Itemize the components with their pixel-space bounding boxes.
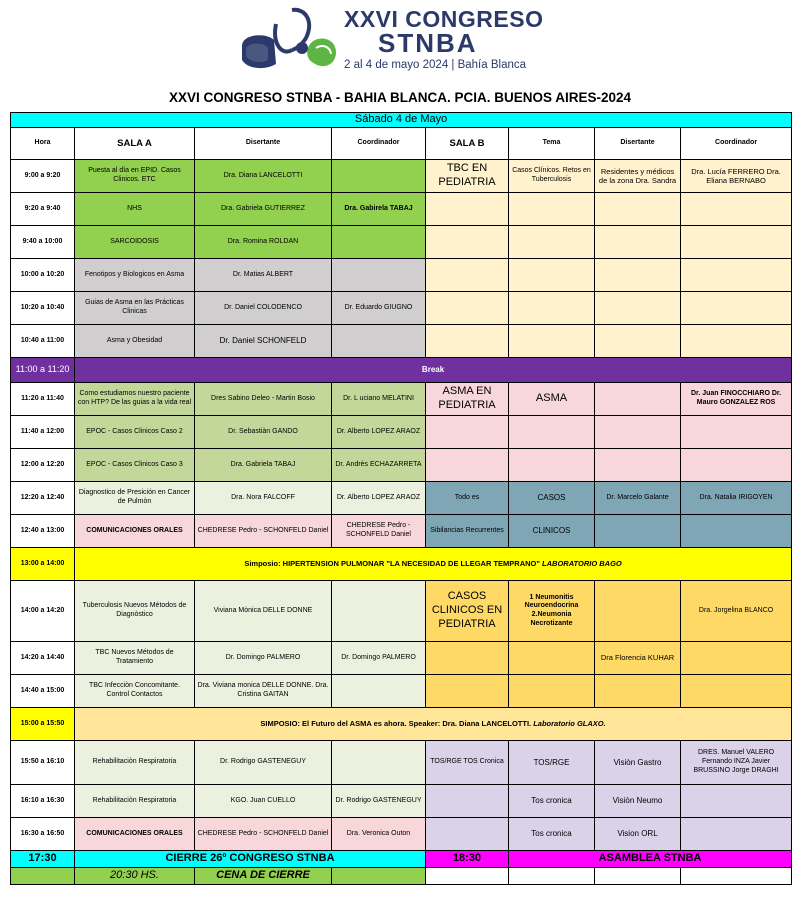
row-time: 16:30 a 16:50: [11, 818, 75, 851]
col-disertante-b: Disertante: [595, 128, 681, 160]
sala-b-speaker: [595, 325, 681, 358]
sala-b-topic: [426, 416, 509, 449]
sala-a-speaker: Dra. Viviana monica DELLE DONNE. Dra. Cristina GAITAN: [195, 675, 332, 708]
sala-b-coordinator: Dra. Lucía FERRERO Dra. Eliana BERNABO: [681, 160, 792, 193]
sala-a-speaker: Dr. Matias ALBERT: [195, 259, 332, 292]
sala-a-coordinator: Dr. Domingo PALMERO: [332, 642, 426, 675]
col-sala-b: SALA B: [426, 128, 509, 160]
sala-a-coordinator: Dra. Veronica Outon: [332, 818, 426, 851]
sala-a-topic: Puesta al día en EPID. Casos Clinicos. ETC: [75, 160, 195, 193]
sala-a-speaker: Dr. Domingo PALMERO: [195, 642, 332, 675]
sala-a-topic: TBC Infecciòn Concomitante. Control Contactos: [75, 675, 195, 708]
table-row: [11, 383, 792, 416]
stethoscope-lungs-icon: [236, 4, 341, 76]
table-row: [11, 292, 792, 325]
sala-a-topic: TBC Nuevos Métodos de Tratamiento: [75, 642, 195, 675]
sala-a-speaker: Dra. Diana LANCELOTTI: [195, 160, 332, 193]
sala-a-topic: Asma y Obesidad: [75, 325, 195, 358]
sala-b-topic: Sibilancias Recurrentes: [426, 515, 509, 548]
col-disertante-a: Disertante: [195, 128, 332, 160]
assembly-label: ASAMBLEA STNBA: [509, 851, 792, 868]
row-time: 12:00 a 12:20: [11, 449, 75, 482]
sala-a-coordinator: Dr. Eduardo GIUGNO: [332, 292, 426, 325]
sala-b-tema: [509, 449, 595, 482]
sala-b-speaker: [595, 581, 681, 642]
congress-logo: [236, 4, 566, 76]
sala-a-coordinator: [332, 160, 426, 193]
sala-a-topic: Fenotipos y Biologicos en Asma: [75, 259, 195, 292]
empty-cell: [595, 868, 681, 885]
sala-b-coordinator: [681, 416, 792, 449]
row-time: 12:20 a 12:40: [11, 482, 75, 515]
sala-a-coordinator: Dr. L uciano MELATINI: [332, 383, 426, 416]
empty-cell: [681, 868, 792, 885]
sala-b-tema: [509, 193, 595, 226]
sala-b-coordinator: Dra. Natalia IRIGOYEN: [681, 482, 792, 515]
dinner-empty: [332, 868, 426, 885]
table-row: [11, 818, 792, 851]
sala-a-coordinator: Dr. Andrès ECHAZARRETA: [332, 449, 426, 482]
sala-b-tema: [509, 325, 595, 358]
sala-b-coordinator: [681, 785, 792, 818]
row-time: 14:00 a 14:20: [11, 581, 75, 642]
sala-b-speaker: [595, 226, 681, 259]
sala-b-coordinator: [681, 818, 792, 851]
table-row: [11, 160, 792, 193]
sala-b-tema: [509, 642, 595, 675]
row-time: 10:40 a 11:00: [11, 325, 75, 358]
sala-b-topic: Todo es: [426, 482, 509, 515]
symposium-title: [75, 548, 792, 581]
table-row: [11, 259, 792, 292]
row-time: 15:00 a 15:50: [11, 708, 75, 741]
sala-b-topic: TOS/RGE TOS Cronica: [426, 741, 509, 785]
sala-a-topic: Rehabilitaciòn Respiratoria: [75, 741, 195, 785]
sala-b-tema: CASOS: [509, 482, 595, 515]
sala-a-speaker: Viviana Mònica DELLE DONNE: [195, 581, 332, 642]
row-time: 13:00 a 14:00: [11, 548, 75, 581]
day-header: Sábado 4 de Mayo: [11, 113, 792, 128]
sala-b-coordinator: DRES. Manuel VALERO Fernando INZA Javier BRUSSINO Jorge DRAGHI: [681, 741, 792, 785]
closing-time: 17:30: [11, 851, 75, 868]
sala-b-topic: [426, 193, 509, 226]
table-row: [11, 226, 792, 259]
sala-a-topic: SARCOIDOSIS: [75, 226, 195, 259]
dinner-time: 20:30 HS.: [75, 868, 195, 885]
table-row: [11, 785, 792, 818]
sala-b-coordinator: [681, 226, 792, 259]
table-row: [11, 416, 792, 449]
dinner-empty: [11, 868, 75, 885]
sala-b-tema: [509, 259, 595, 292]
symposium-sponsor: LABORATORIO BAGO: [542, 559, 622, 569]
sala-a-topic: Guias de Asma en las Prácticas Clinicas: [75, 292, 195, 325]
table-row: [11, 642, 792, 675]
sala-a-speaker: Dra. Gabriela GUTIERREZ: [195, 193, 332, 226]
sala-b-speaker: [595, 259, 681, 292]
table-row: [11, 449, 792, 482]
col-coordinador-b: Coordinador: [681, 128, 792, 160]
sala-b-topic: [426, 226, 509, 259]
row-time: 11:00 a 11:20: [11, 358, 75, 383]
symposium-title: [75, 708, 792, 741]
logo-subtitle: STNBA: [378, 28, 478, 58]
sala-b-speaker: [595, 449, 681, 482]
sala-a-coordinator: [332, 325, 426, 358]
row-time: 9:40 a 10:00: [11, 226, 75, 259]
column-header-row: [11, 128, 792, 160]
sala-b-topic: [426, 785, 509, 818]
table-row: [11, 325, 792, 358]
sala-a-speaker: CHEDRESE Pedro - SCHONFELD Daniel: [195, 818, 332, 851]
sala-b-tema: Tos cronica: [509, 818, 595, 851]
sala-b-speaker: Dra Florencia KUHAR: [595, 642, 681, 675]
sala-b-speaker: [595, 515, 681, 548]
dinner-row: [11, 868, 792, 885]
closing-label: CIERRE 26º CONGRESO STNBA: [75, 851, 426, 868]
row-time: 10:00 a 10:20: [11, 259, 75, 292]
sala-b-tema: [509, 226, 595, 259]
sala-b-topic: ASMA EN PEDIATRIA: [426, 383, 509, 416]
sala-b-coordinator: Dra. Jorgelina BLANCO: [681, 581, 792, 642]
sala-a-speaker: Dra. Nora FALCOFF: [195, 482, 332, 515]
symposium-label: Simposio: HIPERTENSION PULMONAR "LA NECESIDAD DE LLEGAR TEMPRANO": [244, 559, 540, 569]
sala-b-topic: [426, 818, 509, 851]
sala-b-speaker: [595, 383, 681, 416]
sala-b-topic: TBC EN PEDIATRIA: [426, 160, 509, 193]
row-time: 16:10 a 16:30: [11, 785, 75, 818]
sala-a-coordinator: Dr. Alberto LOPEZ ARAOZ: [332, 416, 426, 449]
sala-a-speaker: Dr. Sebastiàn GANDO: [195, 416, 332, 449]
row-time: 14:20 a 14:40: [11, 642, 75, 675]
sala-b-topic: [426, 449, 509, 482]
page-title: XXVI CONGRESO STNBA - BAHIA BLANCA. PCIA. BUENOS AIRES-2024: [168, 90, 632, 105]
sala-a-coordinator: Dr. Alberto LOPEZ ARAOZ: [332, 482, 426, 515]
sala-b-coordinator: [681, 325, 792, 358]
sala-b-topic: [426, 642, 509, 675]
sala-b-speaker: [595, 292, 681, 325]
closing-row: [11, 851, 792, 868]
sala-b-tema: ASMA: [509, 383, 595, 416]
sala-a-coordinator: [332, 226, 426, 259]
sala-a-coordinator: CHEDRESE Pedro - SCHONFELD Daniel: [332, 515, 426, 548]
sala-a-speaker: Dra. Romina ROLDAN: [195, 226, 332, 259]
empty-cell: [509, 868, 595, 885]
row-time: 11:20 a 11:40: [11, 383, 75, 416]
dinner-label: CENA DE CIERRE: [195, 868, 332, 885]
logo-date: 2 al 4 de mayo 2024 | Bahía Blanca: [344, 59, 527, 71]
sala-b-coordinator: Dr. Juan FINOCCHIARO Dr. Mauro GONZALEZ ROS: [681, 383, 792, 416]
table-row: [11, 193, 792, 226]
sala-b-tema: [509, 416, 595, 449]
sala-b-speaker: [595, 416, 681, 449]
sala-b-speaker: [595, 193, 681, 226]
sala-a-speaker: Dr. Daniel COLODENCO: [195, 292, 332, 325]
sala-b-coordinator: [681, 515, 792, 548]
col-hora: Hora: [11, 128, 75, 160]
symposium-label: SIMPOSIO: El Futuro del ASMA es ahora. Speaker: Dra. Diana LANCELOTTI.: [260, 719, 532, 729]
sala-a-coordinator: Dra. Gabirela TABAJ: [332, 193, 426, 226]
sala-b-topic: [426, 259, 509, 292]
break-label: Break: [75, 358, 792, 383]
table-row: [11, 581, 792, 642]
sala-b-topic: CASOS CLINICOS EN PEDIATRIA: [426, 581, 509, 642]
sala-b-coordinator: [681, 193, 792, 226]
sala-b-topic: [426, 325, 509, 358]
sala-b-coordinator: [681, 675, 792, 708]
col-tema: Tema: [509, 128, 595, 160]
sala-a-coordinator: Dr. Rodrigo GASTENEGUY: [332, 785, 426, 818]
sala-a-speaker: Dr. Rodrigo GASTENEGUY: [195, 741, 332, 785]
sala-a-topic: Tuberculosis Nuevos Métodos de Diagnòstico: [75, 581, 195, 642]
row-time: 15:50 a 16:10: [11, 741, 75, 785]
sala-b-coordinator: [681, 449, 792, 482]
sala-b-tema: Tos cronica: [509, 785, 595, 818]
sala-b-tema: Casos Clínicos. Retos en Tuberculosis: [509, 160, 595, 193]
col-coordinador-a: Coordinador: [332, 128, 426, 160]
sala-a-topic: Como estudiamos nuestro paciente con HTP? De las guias a la vida real: [75, 383, 195, 416]
symposium-row: [11, 548, 792, 581]
sala-a-coordinator: [332, 259, 426, 292]
sala-a-topic: COMUNICACIONES ORALES: [75, 818, 195, 851]
sala-b-speaker: Dr. Marcelo Galante: [595, 482, 681, 515]
sala-b-tema: [509, 675, 595, 708]
table-row: [11, 515, 792, 548]
sala-a-coordinator: [332, 741, 426, 785]
sala-a-topic: EPOC - Casos Clinicos Caso 3: [75, 449, 195, 482]
break-row: [11, 358, 792, 383]
sala-a-topic: COMUNICACIONES ORALES: [75, 515, 195, 548]
schedule-table: [10, 112, 792, 885]
sala-b-speaker: Vision ORL: [595, 818, 681, 851]
sala-a-speaker: KGO. Juan CUELLO: [195, 785, 332, 818]
empty-cell: [426, 868, 509, 885]
table-row: [11, 741, 792, 785]
table-row: [11, 675, 792, 708]
sala-b-coordinator: [681, 292, 792, 325]
sala-b-topic: [426, 675, 509, 708]
row-time: 14:40 a 15:00: [11, 675, 75, 708]
row-time: 9:20 a 9:40: [11, 193, 75, 226]
sala-a-topic: Rehabilitaciòn Respiratoria: [75, 785, 195, 818]
sala-a-speaker: CHEDRESE Pedro - SCHONFELD Daniel: [195, 515, 332, 548]
symposium-row: [11, 708, 792, 741]
logo-title: XXVI CONGRESO: [344, 6, 544, 32]
sala-a-topic: NHS: [75, 193, 195, 226]
sala-a-coordinator: [332, 675, 426, 708]
row-time: 12:40 a 13:00: [11, 515, 75, 548]
sala-b-tema: [509, 292, 595, 325]
assembly-time: 18:30: [426, 851, 509, 868]
sala-b-speaker: Visiòn Neumo: [595, 785, 681, 818]
sala-a-speaker: Dr. Daniel SCHONFELD: [195, 325, 332, 358]
sala-b-tema: 1 Neumonitis Neuroendocrina 2.Neumonia Necrotizante: [509, 581, 595, 642]
table-row: [11, 482, 792, 515]
sala-b-tema: TOS/RGE: [509, 741, 595, 785]
sala-b-topic: [426, 292, 509, 325]
sala-a-speaker: Dra. Gabriela TABAJ: [195, 449, 332, 482]
sala-a-topic: Diagnostico de Presición en Cancer de Pulmòn: [75, 482, 195, 515]
sala-a-coordinator: [332, 581, 426, 642]
sala-b-coordinator: [681, 259, 792, 292]
sala-b-coordinator: [681, 642, 792, 675]
sala-b-speaker: Visiòn Gastro: [595, 741, 681, 785]
sala-a-topic: EPOC - Casos Clinicos Caso 2: [75, 416, 195, 449]
symposium-sponsor: Laboratorio GLAXO.: [533, 719, 606, 729]
sala-b-speaker: Residentes y médicos de la zona Dra. Sandra: [595, 160, 681, 193]
col-sala-a: SALA A: [75, 128, 195, 160]
row-time: 10:20 a 10:40: [11, 292, 75, 325]
sala-b-tema: CLINICOS: [509, 515, 595, 548]
sala-a-speaker: Dres Sabino Deleo - Martin Bosio: [195, 383, 332, 416]
sala-b-speaker: [595, 675, 681, 708]
row-time: 11:40 a 12:00: [11, 416, 75, 449]
row-time: 9:00 a 9:20: [11, 160, 75, 193]
